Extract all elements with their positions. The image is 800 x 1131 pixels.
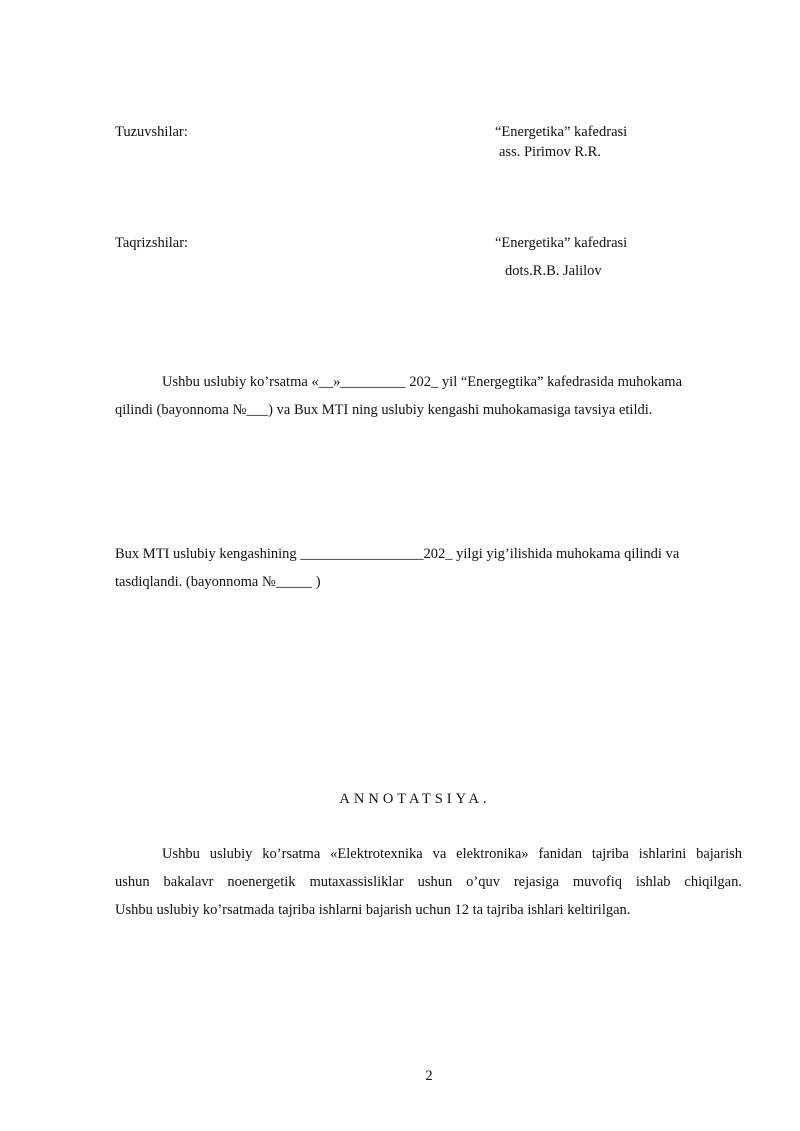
annotation-paragraph bbox=[115, 840, 742, 924]
discussion-paragraph bbox=[115, 368, 742, 424]
authors-department: “Energetika” kafedrasi bbox=[495, 124, 628, 140]
page-number: 2 bbox=[425, 1068, 433, 1084]
authors-person: ass. Pirimov R.R. bbox=[499, 144, 601, 160]
reviewers-department: “Energetika” kafedrasi bbox=[495, 235, 628, 251]
approval-paragraph bbox=[115, 540, 742, 596]
annotation-line-1: Ushbu uslubiy ko’rsatma «Elektrotexnika va elektronika» fanidan tajriba ishlarini bajarish bbox=[162, 846, 742, 862]
annotation-line-2: ushun bakalavr noenergetik mutaxassisliklar ushun o’quv rejasiga muvofiq ishlab chiqilgan. bbox=[115, 874, 742, 890]
annotation-line-3: Ushbu uslubiy ko’rsatmada tajriba ishlarni bajarish uchun 12 ta tajriba ishlari keltirilgan. bbox=[115, 902, 631, 918]
reviewers-person: dots.R.B. Jalilov bbox=[505, 263, 602, 279]
discussion-line-1: Ushbu uslubiy ko’rsatma «__»_________ 202_ yil “Energegtika” kafedrasida muhokama bbox=[162, 374, 683, 390]
discussion-line-2: qilindi (bayonnoma №___) va Bux MTI ning uslubiy kengashi muhokamasiga tavsiya etildi. bbox=[115, 402, 653, 418]
authors-label: Tuzuvshilar: bbox=[115, 124, 188, 140]
annotation-title: ANNOTATSIYA. bbox=[339, 791, 491, 807]
approval-line-2: tasdiqlandi. (bayonnoma №_____ ) bbox=[115, 574, 321, 590]
reviewers-label: Taqrizshilar: bbox=[115, 235, 189, 251]
approval-line-1: Bux MTI uslubiy kengashining _________________202_ yilgi yig’ilishida muhokama qilindi va bbox=[115, 546, 680, 562]
